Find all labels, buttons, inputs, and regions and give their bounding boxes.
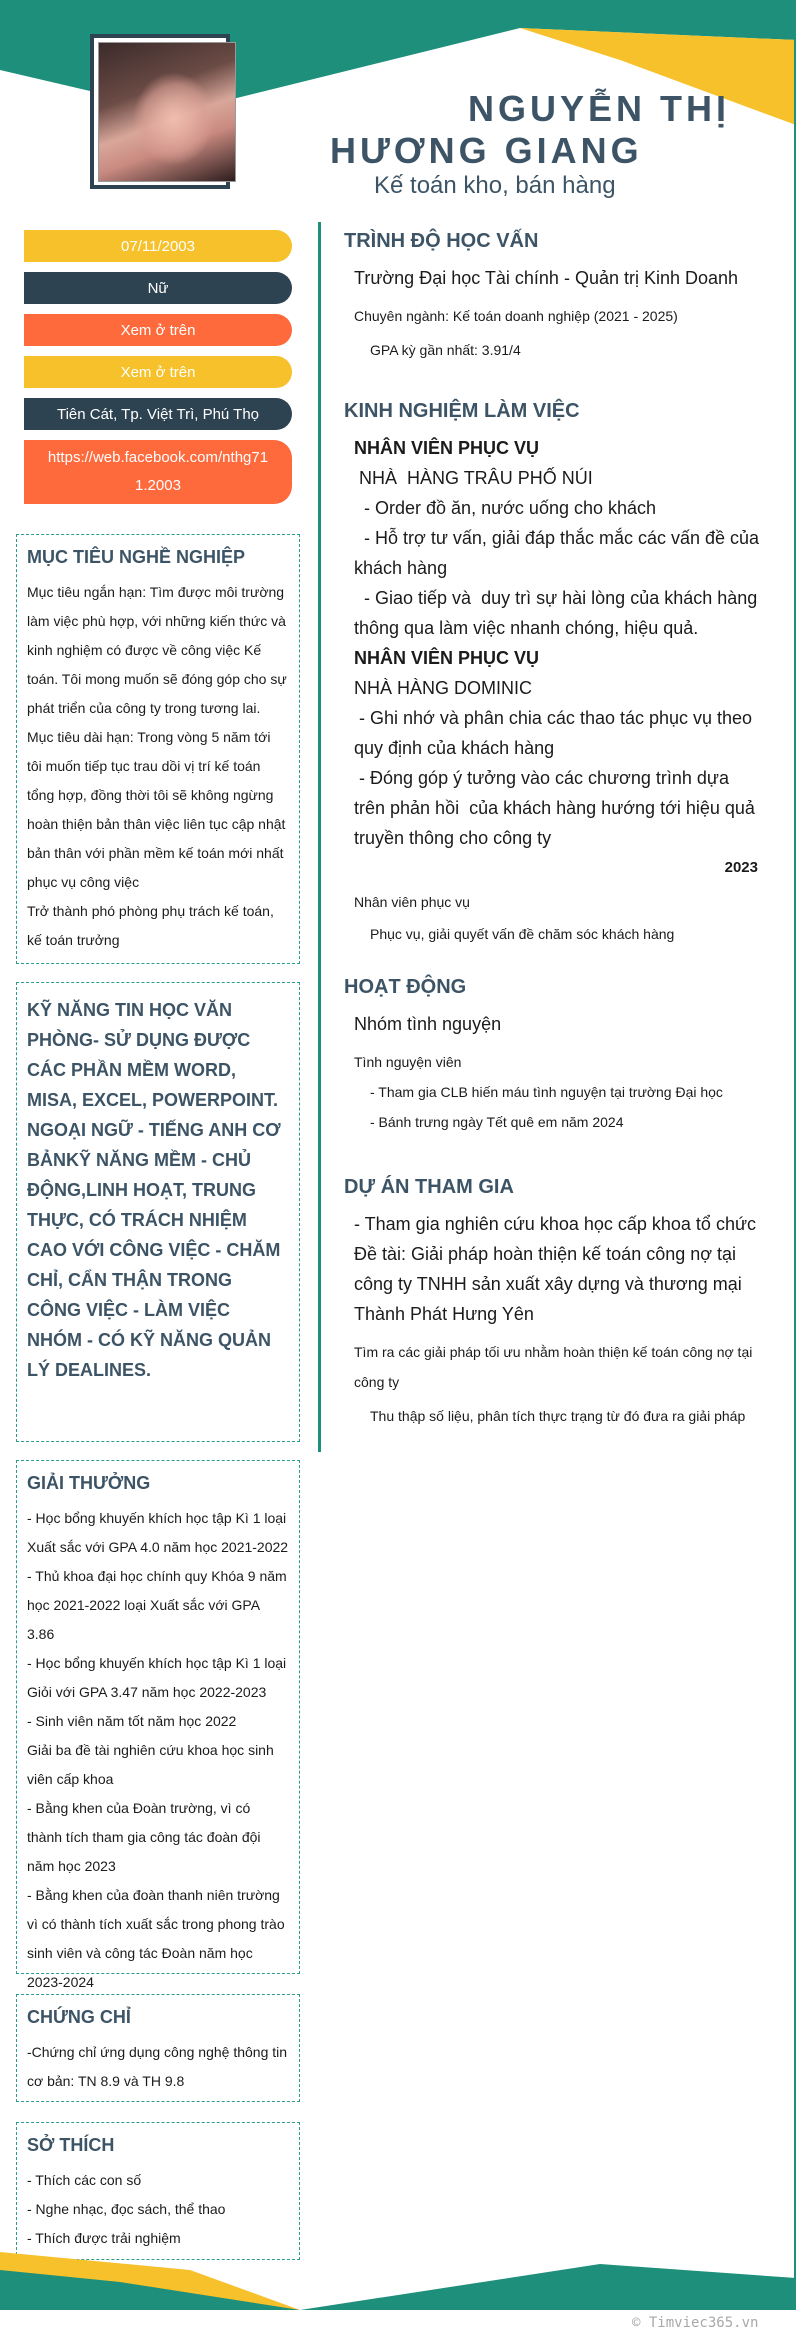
experience-section [344, 400, 764, 949]
projects-task: Thu thập số liệu, phân tích thực trạng từ đó đưa ra giải pháp [370, 1408, 746, 1424]
awards-text: - Học bổng khuyến khích học tập Kì 1 loại Xuất sắc với GPA 4.0 năm học 2021-2022 - Thủ khoa đại học chính quy Khóa 9 năm học 2021-2022 loại Xuất sắc với GPA 3.86 - Học bổng khuyến khích học tập Kì 1 loại Giỏi với GPA 3.47 năm học 2022-2023 - Sinh viên năm tốt năm học 2022 Giải ba đề tài nghiên cứu khoa học sinh viên cấp khoa - Bằng khen của Đoàn trường, vì có thành tích tham gia công tác đoàn đội năm học 2023 - Bằng khen của đoàn thanh niên trường vì có thành tích xuất sắc trong phong trào sinh viên và công tác Đoàn năm học 2023-2024 [27, 1510, 289, 1990]
certificates-box [16, 1994, 300, 2102]
column-divider [318, 222, 321, 1452]
hobbies-text: - Thích các con số - Nghe nhạc, đọc sách, thể thao - Thích được trải nghiệm [27, 2172, 226, 2246]
email: Xem ở trên [24, 356, 292, 388]
job1-description: - Order đồ ăn, nước uống cho khách - Hỗ trợ tư vấn, giải đáp thắc mắc các vấn đề của khách hàng - Giao tiếp và duy trì sự hài lòng của khách hàng thông qua làm việc nhanh chóng, hiệu quả. [354, 498, 760, 638]
education-section [344, 230, 764, 365]
activities-role: Tình nguyện viên [354, 1054, 462, 1070]
objective-box [16, 534, 300, 964]
skills-text: KỸ NĂNG TIN HỌC VĂN PHÒNG- SỬ DỤNG ĐƯỢC CÁC PHẦN MỀM WORD, MISA, EXCEL, POWERPOINT. NGOẠI NGỮ - TIẾNG ANH CƠ BẢNKỸ NĂNG MỀM - CHỦ ĐỘNG,LINH HOẠT, TRUNG THỰC, CÓ TRÁCH NHIỆM CAO VỚI CÔNG VIỆC - CHĂM CHỈ, CẨN THẬN TRONG CÔNG VIỆC - LÀM VIỆC NHÓM - CÓ KỸ NĂNG QUẢN LÝ DEALINES. [27, 1000, 281, 1380]
hobbies-title: SỞ THÍCH [27, 2135, 115, 2155]
contact-list [24, 230, 292, 514]
footer-teal-shape-right [300, 2264, 796, 2310]
address: Tiên Cát, Tp. Việt Trì, Phú Thọ [24, 398, 292, 430]
job1-role: NHÂN VIÊN PHỤC VỤ [354, 438, 540, 458]
certificates-text: -Chứng chỉ ứng dụng công nghệ thông tin cơ bản: TN 8.9 và TH 9.8 [27, 2044, 288, 2089]
awards-box [16, 1460, 300, 1990]
job2-role: NHÂN VIÊN PHỤC VỤ [354, 648, 540, 668]
job2-place: NHÀ HÀNG DOMINIC [354, 678, 533, 698]
objective-title: MỤC TIÊU NGHỀ NGHIỆP [27, 547, 246, 567]
watermark: © Timviec365.vn [632, 2315, 759, 2331]
projects-goal: Tìm ra các giải pháp tối ưu nhằm hoàn thiện kế toán công nợ tại công ty [354, 1344, 753, 1390]
activities-description: - Tham gia CLB hiến máu tình nguyện tại trường Đại học - Bánh trưng ngày Tết quê em năm 2024 [370, 1084, 723, 1130]
projects-main: - Tham gia nghiên cứu khoa học cấp khoa tổ chức Đề tài: Giải pháp hoàn thiện kế toán công nợ tại công ty TNHH sản xuất xây dựng và thương mại Thành Phát Hưng Yên [354, 1214, 757, 1324]
name-line-2: HƯƠNG GIANG [330, 130, 643, 171]
avatar [98, 42, 236, 182]
gender: Nữ [24, 272, 292, 304]
certificates-title: CHỨNG CHỈ [27, 2007, 131, 2027]
skills-box [16, 982, 300, 1442]
education-school: Trường Đại học Tài chính - Quản trị Kinh Doanh [354, 268, 739, 288]
education-gpa: GPA kỳ gần nhất: 3.91/4 [370, 342, 521, 358]
name-line-1: NGUYỄN THỊ [467, 88, 730, 129]
education-major: Chuyên ngành: Kế toán doanh nghiệp (2021 - 2025) [354, 308, 678, 324]
awards-title: GIẢI THƯỞNG [27, 1473, 151, 1493]
job2-description: - Ghi nhớ và phân chia các thao tác phục vụ theo quy định của khách hàng - Đóng góp ý tưởng vào các chương trình dựa trên phản hồi của khách hàng hướng tới hiệu quả truyền thông cho công ty [354, 708, 755, 848]
activities-title: HOẠT ĐỘNG [344, 976, 467, 998]
objective-text: Mục tiêu ngắn hạn: Tìm được môi trường làm việc phù hợp, với những kiến thức và kinh nghiệm có được về công việc Kế toán. Tôi mong muốn sẽ đóng góp cho sự phát triển của công ty trong tương lai. Mục tiêu dài hạn: Trong vòng 5 năm tới tôi muốn tiếp tục trau dồi vị trí kế toán tổng hợp, đồng thời tôi sẽ không ngừng hoàn thiện bản thân việc liên tục cập nhật bản thân với phần mềm kế toán mới nhất phục vụ công việc Trở thành phó phòng phụ trách kế toán, kế toán trưởng [27, 584, 287, 948]
projects-section [344, 1176, 764, 1431]
experience-title: KINH NGHIỆM LÀM VIỆC [344, 400, 580, 422]
birthdate: 07/11/2003 [24, 230, 292, 262]
activities-group: Nhóm tình nguyện [354, 1014, 502, 1034]
experience-summary: Phục vụ, giải quyết vấn đề chăm sóc khách hàng [370, 926, 675, 942]
phone: Xem ở trên [24, 314, 292, 346]
education-title: TRÌNH ĐỘ HỌC VẤN [344, 230, 539, 252]
experience-year: 2023 [724, 859, 758, 876]
footer-decoration [0, 2240, 796, 2310]
experience-position: Nhân viên phục vụ [354, 894, 470, 910]
job1-place: NHÀ HÀNG TRÂU PHỐ NÚI [354, 468, 593, 488]
website-link[interactable]: https://web.facebook.com/nthg71 1.2003 [24, 440, 292, 504]
projects-title: DỰ ÁN THAM GIA [344, 1176, 514, 1198]
job-title: Kế toán kho, bán hàng [374, 172, 616, 199]
activities-section [344, 976, 764, 1137]
